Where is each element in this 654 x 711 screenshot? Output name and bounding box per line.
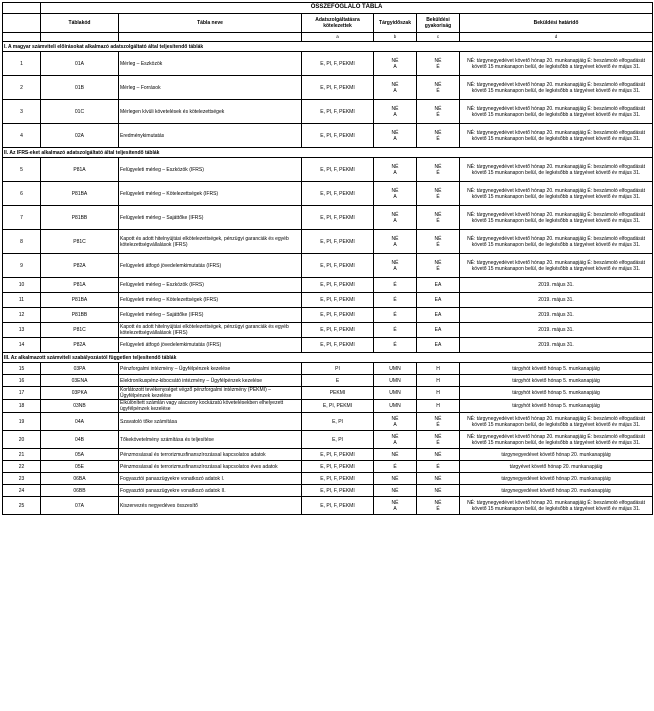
period-value: NÉ <box>391 415 399 422</box>
obligated-parties: E, PI, F, PEKMI <box>302 293 374 308</box>
period-value: NÉ <box>391 81 399 88</box>
period-cell <box>374 375 417 387</box>
table-code: 05E <box>41 461 119 473</box>
period-value: NÉ <box>391 163 399 170</box>
obligated-parties: E, PI, F, PEKMI <box>302 308 374 323</box>
frequency-cell <box>417 473 460 485</box>
frequency-cell <box>417 413 460 431</box>
row-number: 21 <box>3 449 41 461</box>
row-number: 24 <box>3 485 41 497</box>
frequency-cell <box>417 124 460 148</box>
summary-table <box>2 2 653 515</box>
period-cell <box>374 323 417 338</box>
obligated-parties: E, PI, F, PEKMI <box>302 278 374 293</box>
period-value: UMN <box>389 403 401 409</box>
period-value: É <box>393 327 397 333</box>
table-row <box>3 52 653 76</box>
period-cell <box>374 338 417 353</box>
deadline: tárgyhót követő hónap 5. munkanapjáig <box>460 375 653 387</box>
deadline: NÉ: tárgynegyedévet követő hónap 20. munkanapjáig É: beszámoló elfogadását követő 15 munkanapon belül, de legkésőbb a tárgyévet követő év május 31. <box>460 182 653 206</box>
table-row <box>3 182 653 206</box>
deadline: NÉ: tárgynegyedévet követő hónap 20. munkanapjáig É: beszámoló elfogadását követő 15 munkanapon belül, de legkésőbb a tárgyévet követő év május 31. <box>460 497 653 515</box>
row-number: 3 <box>3 100 41 124</box>
table-row <box>3 431 653 449</box>
obligated-parties: E, PI, F, PEKMI <box>302 52 374 76</box>
frequency-cell <box>417 308 460 323</box>
table-name: Fogyasztói panaszügyekre vonatkozó adatok II. <box>119 485 302 497</box>
frequency-cell <box>417 461 460 473</box>
frequency-value: NÉ <box>434 433 442 440</box>
row-number: 18 <box>3 400 41 413</box>
period-cell <box>374 206 417 230</box>
obligated-parties: E, PI, F, PEKMI <box>302 449 374 461</box>
period-value: É <box>393 463 397 470</box>
table-code: P81C <box>41 230 119 254</box>
table-name: Pénzmosással és terrorizmusfinanszírozással kapcsolatos éves adatok <box>119 461 302 473</box>
section-title: II. Az IFRS-eket alkalmazó adatszolgáltató által teljesítendő táblák <box>3 148 653 158</box>
table-row <box>3 308 653 323</box>
period-value: NÉ <box>391 475 399 482</box>
table-row <box>3 473 653 485</box>
table-code: 04B <box>41 431 119 449</box>
frequency-cell <box>417 449 460 461</box>
column-letter: c <box>417 33 460 42</box>
column-letter: a <box>302 33 374 42</box>
frequency-value: H <box>436 377 440 384</box>
frequency-cell <box>417 278 460 293</box>
period-value: A <box>393 193 397 200</box>
table-row <box>3 363 653 375</box>
frequency-value: NÉ <box>434 187 442 194</box>
deadline: tárgyévet követő hónap 20. munkanapjáig <box>460 461 653 473</box>
period-value: É <box>393 297 397 303</box>
table-name: Szavatoló tőke számítása <box>119 413 302 431</box>
row-number: 12 <box>3 308 41 323</box>
frequency-value: É <box>436 111 440 118</box>
frequency-value: É <box>436 463 440 470</box>
frequency-value: É <box>436 63 440 70</box>
obligated-parties: E, PI, F, PEKMI <box>302 182 374 206</box>
period-value: É <box>393 342 397 348</box>
table-row <box>3 387 653 400</box>
obligated-parties: E, PI, F, PEKMI <box>302 338 374 353</box>
obligated-parties: PEKMI <box>302 387 374 400</box>
frequency-value: É <box>436 439 440 446</box>
table-row <box>3 76 653 100</box>
frequency-cell <box>417 375 460 387</box>
period-cell <box>374 497 417 515</box>
table-code: 03NB <box>41 400 119 413</box>
deadline: tárgyhót követő hónap 5. munkanapjáig <box>460 387 653 400</box>
table-row <box>3 254 653 278</box>
frequency-cell <box>417 182 460 206</box>
frequency-value: É <box>436 169 440 176</box>
row-number: 5 <box>3 158 41 182</box>
frequency-value: É <box>436 241 440 248</box>
frequency-value: É <box>436 505 440 512</box>
frequency-value: NÉ <box>434 105 442 112</box>
period-cell <box>374 230 417 254</box>
obligated-parties: E, PI <box>302 413 374 431</box>
period-value: A <box>393 63 397 70</box>
row-number: 15 <box>3 363 41 375</box>
header-deadline: Beküldési határidő <box>460 14 653 33</box>
frequency-cell <box>417 52 460 76</box>
period-value: A <box>393 217 397 224</box>
table-row <box>3 413 653 431</box>
table-name: Kapott és adott hitelnyújtási elkötelezettségek, pénzügyi garanciák és egyéb kötelezettségvállalások (IFRS) <box>119 323 302 338</box>
table-name: Felügyeleti mérleg – Kötelezettségek (IFRS) <box>119 182 302 206</box>
frequency-value: NÉ <box>434 475 442 482</box>
frequency-cell <box>417 254 460 278</box>
frequency-cell <box>417 158 460 182</box>
section-row <box>3 42 653 52</box>
frequency-cell <box>417 323 460 338</box>
period-value: A <box>393 169 397 176</box>
frequency-value: EA <box>434 312 442 318</box>
table-name: Felügyeleti mérleg – Sajáttőke (IFRS) <box>119 206 302 230</box>
row-number: 1 <box>3 52 41 76</box>
table-row <box>3 100 653 124</box>
row-number: 17 <box>3 387 41 400</box>
frequency-value: É <box>436 87 440 94</box>
obligated-parties: E, PI, F, PEKMI <box>302 124 374 148</box>
row-number: 7 <box>3 206 41 230</box>
row-number: 22 <box>3 461 41 473</box>
frequency-value: NÉ <box>434 451 442 458</box>
table-name: Felügyeleti mérleg – Eszközök (IFRS) <box>119 278 302 293</box>
period-cell <box>374 400 417 413</box>
section-row <box>3 148 653 158</box>
frequency-value: EA <box>434 327 442 333</box>
table-name: Korlátozott tevékenységet végző pénzforgalmi intézmény (PEKMI) – Ügyfélpénzek kezelése <box>119 387 302 400</box>
period-cell <box>374 158 417 182</box>
section-title: III. Az alkalmazott számviteli szabályozástól független teljesítendő táblák <box>3 353 653 363</box>
table-code: 03PKA <box>41 387 119 400</box>
table-row <box>3 338 653 353</box>
table-row <box>3 293 653 308</box>
obligated-parties: E, PI, F, PEKMI <box>302 473 374 485</box>
obligated-parties: E, PI, F, PEKMI <box>302 230 374 254</box>
table-row <box>3 206 653 230</box>
table-code: 04A <box>41 413 119 431</box>
table-row <box>3 400 653 413</box>
frequency-cell <box>417 338 460 353</box>
header-period: Tárgyidőszak <box>374 14 417 33</box>
deadline: NÉ: tárgynegyedévet követő hónap 20. munkanapjáig É: beszámoló elfogadását követő 15 munkanapon belül, de legkésőbb a tárgyévet követő év május 31. <box>460 100 653 124</box>
frequency-value: NÉ <box>434 499 442 506</box>
obligated-parties: E, PI, F, PEKMI <box>302 158 374 182</box>
table-code: 03ENA <box>41 375 119 387</box>
frequency-cell <box>417 76 460 100</box>
table-name: Kiszervezés negyedéves összesítő <box>119 497 302 515</box>
frequency-value: É <box>436 193 440 200</box>
table-code: 05A <box>41 449 119 461</box>
row-number: 2 <box>3 76 41 100</box>
obligated-parties: E, PI, F, PEKMI <box>302 206 374 230</box>
frequency-value: NÉ <box>434 415 442 422</box>
table-code: 02A <box>41 124 119 148</box>
deadline: NÉ: tárgynegyedévet követő hónap 20. munkanapjáig É: beszámoló elfogadását követő 15 munkanapon belül, de legkésőbb a tárgyévet követő év május 31. <box>460 413 653 431</box>
period-value: A <box>393 241 397 248</box>
row-number: 16 <box>3 375 41 387</box>
deadline: tárgynegyedévet követő hónap 20. munkanapjáig <box>460 473 653 485</box>
column-letter: d <box>460 33 653 42</box>
period-value: NÉ <box>391 487 399 494</box>
deadline: tárgynegyedévet követő hónap 20. munkanapjáig <box>460 485 653 497</box>
deadline: NÉ: tárgynegyedévet követő hónap 20. munkanapjáig É: beszámoló elfogadását követő 15 munkanapon belül, de legkésőbb a tárgyévet követő év május 31. <box>460 206 653 230</box>
deadline: NÉ: tárgynegyedévet követő hónap 20. munkanapjáig É: beszámoló elfogadását követő 15 munkanapon belül, de legkésőbb a tárgyévet követő év május 31. <box>460 158 653 182</box>
table-code: P81A <box>41 278 119 293</box>
frequency-cell <box>417 363 460 375</box>
table-name: Felügyeleti átfogó jövedelemkimutatás (IFRS) <box>119 338 302 353</box>
row-number: 23 <box>3 473 41 485</box>
period-cell <box>374 431 417 449</box>
table-name: Elektronikuspénz-kibocsátó intézmény – Ügyfélpénzek kezelése <box>119 375 302 387</box>
period-value: A <box>393 439 397 446</box>
period-value: NÉ <box>391 187 399 194</box>
frequency-value: NÉ <box>434 163 442 170</box>
period-value: NÉ <box>391 57 399 64</box>
table-code: 07A <box>41 497 119 515</box>
deadline: NÉ: tárgynegyedévet követő hónap 20. munkanapjáig É: beszámoló elfogadását követő 15 munkanapon belül, de legkésőbb a tárgyévet követő év május 31. <box>460 431 653 449</box>
period-value: NÉ <box>391 235 399 242</box>
deadline: 2019. május 31. <box>460 323 653 338</box>
row-number: 13 <box>3 323 41 338</box>
frequency-value: EA <box>434 342 442 348</box>
period-cell <box>374 449 417 461</box>
period-value: NÉ <box>391 105 399 112</box>
obligated-parties: E, PI, F, PEKMI <box>302 323 374 338</box>
obligated-parties: PI <box>302 363 374 375</box>
period-cell <box>374 124 417 148</box>
period-cell <box>374 254 417 278</box>
deadline: tárgynegyedévet követő hónap 20. munkanapjáig <box>460 449 653 461</box>
table-row <box>3 158 653 182</box>
table-code: 01B <box>41 76 119 100</box>
table-code: 01A <box>41 52 119 76</box>
table-row <box>3 124 653 148</box>
frequency-value: NÉ <box>434 235 442 242</box>
period-value: NÉ <box>391 129 399 136</box>
obligated-parties: E, PI, F, PEKMI <box>302 76 374 100</box>
frequency-value: NÉ <box>434 211 442 218</box>
header-frequency: Beküldési gyakoriság <box>417 14 460 33</box>
table-name: Mérleg – Források <box>119 76 302 100</box>
frequency-cell <box>417 293 460 308</box>
row-number: 19 <box>3 413 41 431</box>
table-name: Kapott és adott hitelnyújtási elkötelezettségek, pénzügyi garanciák és egyéb kötelezettségvállalások (IFRS) <box>119 230 302 254</box>
table-row <box>3 497 653 515</box>
frequency-value: H <box>436 365 440 372</box>
table-name: Felügyeleti mérleg – Eszközök (IFRS) <box>119 158 302 182</box>
frequency-value: É <box>436 217 440 224</box>
period-cell <box>374 485 417 497</box>
frequency-value: EA <box>434 297 442 303</box>
frequency-value: É <box>436 421 440 428</box>
period-value: UMN <box>389 365 401 372</box>
row-number: 6 <box>3 182 41 206</box>
period-value: A <box>393 421 397 428</box>
period-cell <box>374 308 417 323</box>
table-row <box>3 485 653 497</box>
period-value: NÉ <box>391 433 399 440</box>
frequency-cell <box>417 485 460 497</box>
table-code: P81BB <box>41 206 119 230</box>
table-name: Fogyasztói panaszügyekre vonatkozó adatok I. <box>119 473 302 485</box>
deadline: 2019. május 31. <box>460 338 653 353</box>
frequency-value: É <box>436 135 440 142</box>
period-cell <box>374 278 417 293</box>
frequency-cell <box>417 400 460 413</box>
deadline: NÉ: tárgynegyedévet követő hónap 20. munkanapjáig É: beszámoló elfogadását követő 15 munkanapon belül, de legkésőbb a tárgyévet követő év május 31. <box>460 52 653 76</box>
obligated-parties: E, PI, F, PEKMI <box>302 485 374 497</box>
deadline: NÉ: tárgynegyedévet követő hónap 20. munkanapjáig É: beszámoló elfogadását követő 15 munkanapon belül, de legkésőbb a tárgyévet követő év május 31. <box>460 124 653 148</box>
period-value: A <box>393 135 397 142</box>
row-number: 9 <box>3 254 41 278</box>
table-code: P81BA <box>41 293 119 308</box>
frequency-value: NÉ <box>434 259 442 266</box>
obligated-parties: E <box>302 375 374 387</box>
period-cell <box>374 461 417 473</box>
deadline: NÉ: tárgynegyedévet követő hónap 20. munkanapjáig É: beszámoló elfogadását követő 15 munkanapon belül, de legkésőbb a tárgyévet követő év május 31. <box>460 254 653 278</box>
period-value: UMN <box>389 377 401 384</box>
obligated-parties: E, PI, F, PEKMI <box>302 461 374 473</box>
frequency-cell <box>417 230 460 254</box>
period-value: A <box>393 87 397 94</box>
deadline: 2019. május 31. <box>460 293 653 308</box>
table-name: Pénzforgalmi intézmény – Ügyfélpénzek kezelése <box>119 363 302 375</box>
frequency-value: NÉ <box>434 129 442 136</box>
obligated-parties: E, PI <box>302 431 374 449</box>
row-number: 25 <box>3 497 41 515</box>
period-cell <box>374 473 417 485</box>
frequency-value: EA <box>434 282 442 288</box>
table-title: ÖSSZEFOGLALÓ TÁBLA <box>41 3 653 14</box>
frequency-cell <box>417 206 460 230</box>
header-obligated: Adatszolgáltatásra kötelezettek <box>302 14 374 33</box>
frequency-cell <box>417 497 460 515</box>
period-value: É <box>393 282 397 288</box>
deadline: 2019. május 31. <box>460 278 653 293</box>
period-value: A <box>393 505 397 512</box>
table-code: P81A <box>41 158 119 182</box>
row-number: 10 <box>3 278 41 293</box>
period-value: A <box>393 265 397 272</box>
table-code: P82A <box>41 254 119 278</box>
table-row <box>3 461 653 473</box>
period-cell <box>374 293 417 308</box>
table-name: Eredménykimutatás <box>119 124 302 148</box>
obligated-parties: E, PI, F, PEKMI <box>302 497 374 515</box>
table-row <box>3 323 653 338</box>
frequency-value: É <box>436 265 440 272</box>
row-number: 14 <box>3 338 41 353</box>
period-value: É <box>393 312 397 318</box>
frequency-cell <box>417 100 460 124</box>
row-number: 8 <box>3 230 41 254</box>
frequency-cell <box>417 387 460 400</box>
table-code: 03PA <box>41 363 119 375</box>
table-row <box>3 449 653 461</box>
frequency-value: NÉ <box>434 81 442 88</box>
table-code: 01C <box>41 100 119 124</box>
table-name: Tőkekövetelmény számítása és teljesítése <box>119 431 302 449</box>
period-value: NÉ <box>391 451 399 458</box>
table-row <box>3 278 653 293</box>
period-cell <box>374 363 417 375</box>
table-name: Mérlegen kívüli követelések és kötelezettségek <box>119 100 302 124</box>
table-code: 06BB <box>41 485 119 497</box>
period-cell <box>374 100 417 124</box>
table-code: P81C <box>41 323 119 338</box>
deadline: tárgyhót követő hónap 5. munkanapjáig <box>460 400 653 413</box>
period-cell <box>374 76 417 100</box>
header-name: Tábla neve <box>119 14 302 33</box>
deadline: tárgyhót követő hónap 5. munkanapjáig <box>460 363 653 375</box>
table-name: Felügyeleti mérleg – Kötelezettségek (IFRS) <box>119 293 302 308</box>
section-row <box>3 353 653 363</box>
table-row <box>3 230 653 254</box>
frequency-value: H <box>436 403 440 409</box>
table-name: Mérleg – Eszközök <box>119 52 302 76</box>
period-value: NÉ <box>391 211 399 218</box>
table-row <box>3 375 653 387</box>
period-cell <box>374 413 417 431</box>
row-number: 11 <box>3 293 41 308</box>
column-letter: b <box>374 33 417 42</box>
obligated-parties: E, PI, F, PEKMI <box>302 254 374 278</box>
period-cell <box>374 52 417 76</box>
period-value: UMN <box>389 390 401 396</box>
period-value: A <box>393 111 397 118</box>
table-code: P82A <box>41 338 119 353</box>
frequency-value: NÉ <box>434 487 442 494</box>
header-code: Táblakód <box>41 14 119 33</box>
deadline: NÉ: tárgynegyedévet követő hónap 20. munkanapjáig É: beszámoló elfogadását követő 15 munkanapon belül, de legkésőbb a tárgyévet követő év május 31. <box>460 76 653 100</box>
table-name: Elkülönített számlán vagy alacsony kockázatú követelésekben elhelyezett ügyfélpénzek kezelése <box>119 400 302 413</box>
period-value: NÉ <box>391 499 399 506</box>
frequency-value: H <box>436 390 440 396</box>
period-cell <box>374 182 417 206</box>
deadline: 2019. május 31. <box>460 308 653 323</box>
table-name: Felügyeleti átfogó jövedelemkimutatás (IFRS) <box>119 254 302 278</box>
table-code: P81BA <box>41 182 119 206</box>
row-number: 20 <box>3 431 41 449</box>
table-name: Pénzmosással és terrorizmusfinanszírozással kapcsolatos adatok <box>119 449 302 461</box>
deadline: NÉ: tárgynegyedévet követő hónap 20. munkanapjáig É: beszámoló elfogadását követő 15 munkanapon belül, de legkésőbb a tárgyévet követő év május 31. <box>460 230 653 254</box>
frequency-value: NÉ <box>434 57 442 64</box>
obligated-parties: E, PI, PEKMI <box>302 400 374 413</box>
table-code: 06BA <box>41 473 119 485</box>
table-name: Felügyeleti mérleg – Sajáttőke (IFRS) <box>119 308 302 323</box>
period-value: NÉ <box>391 259 399 266</box>
obligated-parties: E, PI, F, PEKMI <box>302 100 374 124</box>
table-code: P81BB <box>41 308 119 323</box>
frequency-cell <box>417 431 460 449</box>
period-cell <box>374 387 417 400</box>
section-title: I. A magyar számviteli előírásokat alkalmazó adatszolgáltató által teljesítendő táblák <box>3 42 653 52</box>
row-number: 4 <box>3 124 41 148</box>
